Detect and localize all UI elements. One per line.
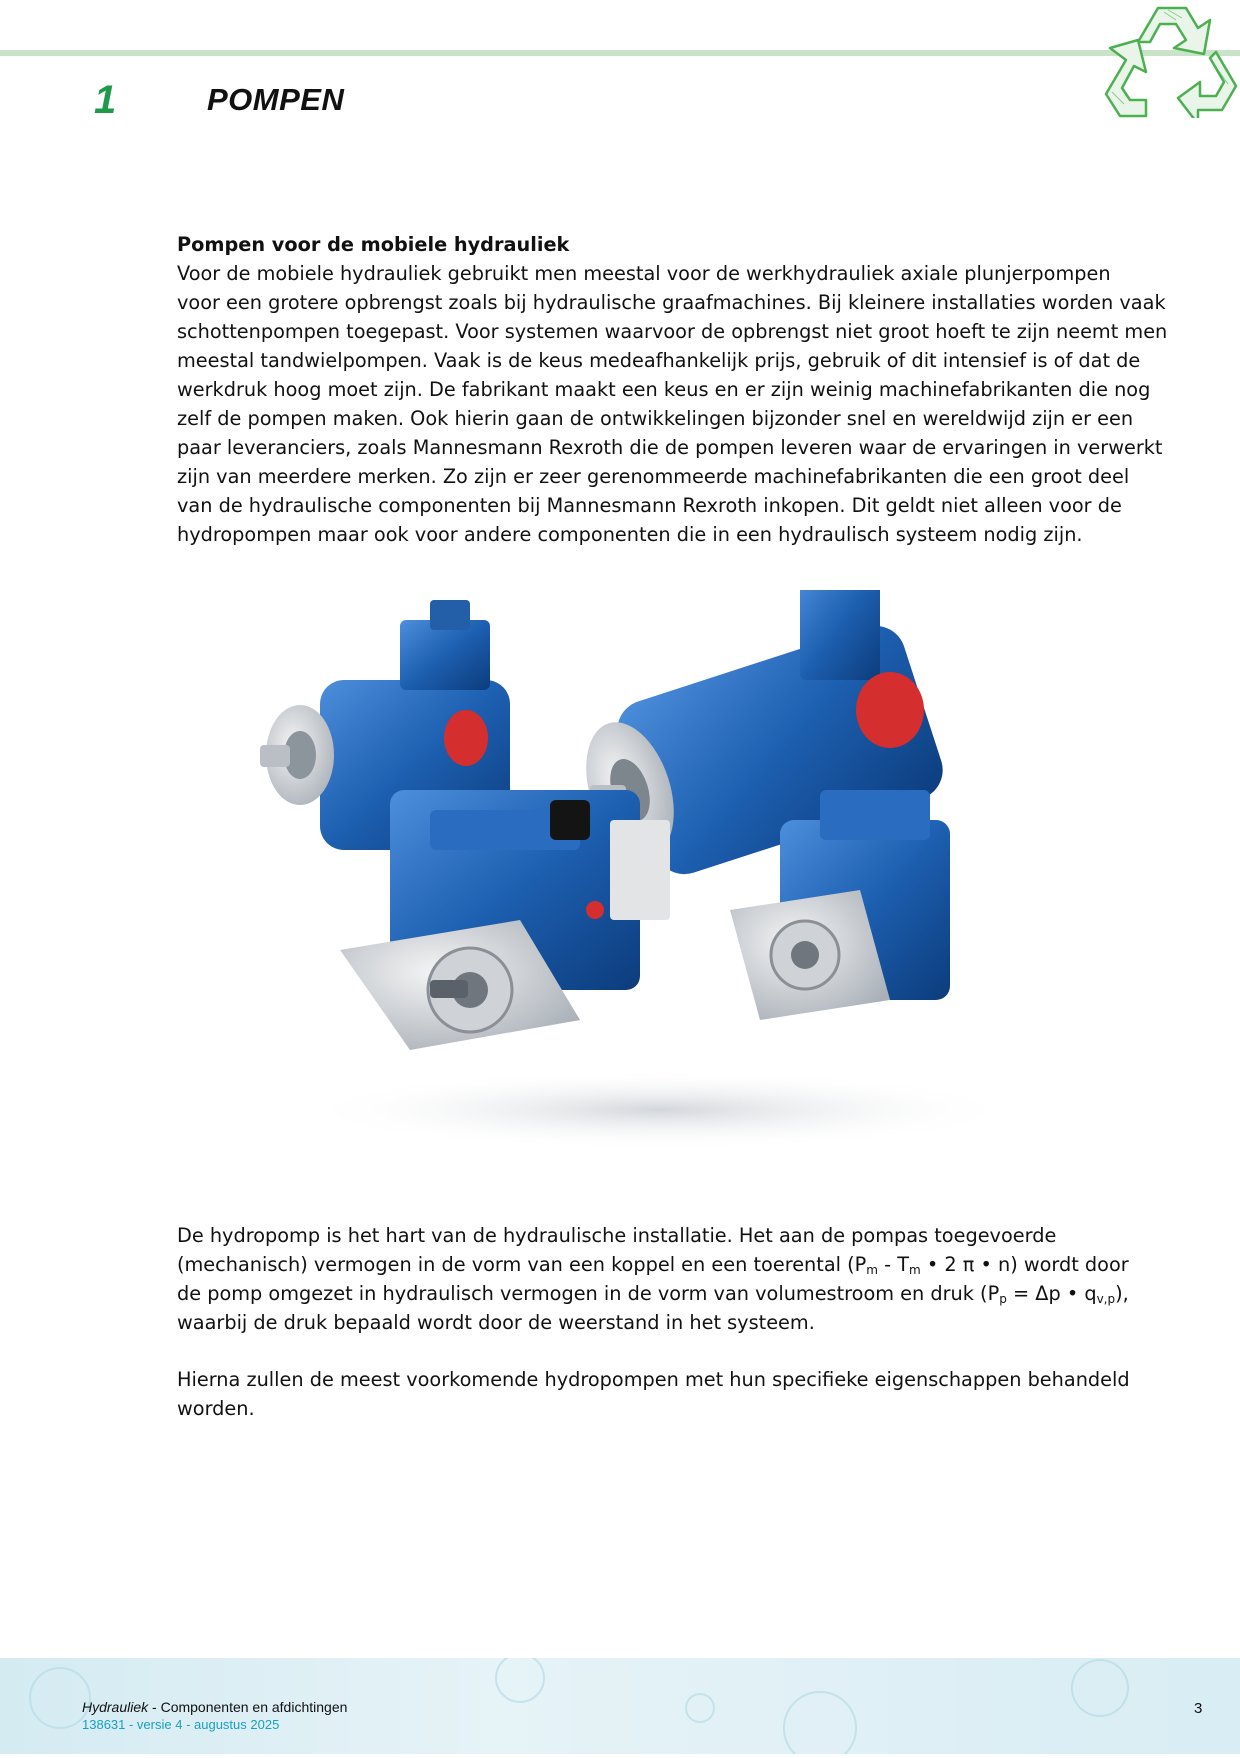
paragraph-line: Hierna zullen de meest voorkomende hydropompen met hun specifieke eigenschappen behandeld <box>177 1368 1130 1391</box>
footer-version: 138631 - versie 4 - augustus 2025 <box>82 1717 280 1732</box>
section-mobile-hydraulics <box>177 230 1187 549</box>
chapter-title: POMPEN <box>207 82 345 117</box>
paragraph-line: voor een grotere opbrengst zoals bij hydraulische graafmachines. Bij kleinere installaties worden vaak <box>177 291 1166 314</box>
section-outlook <box>177 1365 1187 1423</box>
paragraph-line: meestal tandwielpompen. Vaak is de keus medeafhankelijk prijs, gebruik of dit intensief is of dat de <box>177 349 1141 372</box>
page-number: 3 <box>1194 1700 1203 1717</box>
paragraph-line-formula-hydraulic: de pomp omgezet in hydraulisch vermogen in de vorm van volumestroom en druk ($P_p = \Delta p$ • $q_{v,p}$), <box>177 1282 1129 1306</box>
paragraph-line: De hydropomp is het hart van de hydraulische installatie. Het aan de pompas toegevoerde <box>177 1224 1057 1247</box>
footer-title: Hydrauliek - Componenten en afdichtingen <box>82 1699 348 1715</box>
paragraph-line: worden. <box>177 1397 255 1420</box>
paragraph-line: van de hydraulische componenten bij Mannesmann Rexroth inkopen. Dit geldt niet alleen voor de <box>177 494 1122 517</box>
paragraph-line: paar leveranciers, zoals Mannesmann Rexroth die de pompen leveren waar de ervaringen in verwerkt <box>177 436 1163 459</box>
paragraph-line: schottenpompen toegepast. Voor systemen waarvoor de opbrengst niet groot hoeft te zijn neemt men <box>177 320 1168 343</box>
paragraph-line: waarbij de druk bepaald wordt door de weerstand in het systeem. <box>177 1311 815 1334</box>
header-rule <box>0 50 1240 56</box>
section-hydropump-intro <box>177 1221 1187 1337</box>
recycle-icon <box>1098 0 1240 118</box>
paragraph-line-formula-mechanical: (mechanisch) vermogen in de vorm van een koppel en een toerental ($P_m - T_m$ • 2 π • n) wordt door <box>177 1253 1129 1277</box>
paragraph-line: zijn van meerdere merken. Zo zijn er zeer gerenommeerde machinefabrikanten die een groot deel <box>177 465 1130 488</box>
hydraulic-pumps-photo <box>260 590 1060 1170</box>
paragraph-line: zelf de pompen maken. Ook hierin gaan de ontwikkelingen bijzonder snel en wereldwijd zijn er een <box>177 407 1134 430</box>
chapter-number: 1 <box>94 78 117 122</box>
section-heading: Pompen voor de mobiele hydrauliek <box>177 233 570 256</box>
paragraph-line: Voor de mobiele hydrauliek gebruikt men meestal voor de werkhydrauliek axiale plunjerpompen <box>177 262 1111 285</box>
paragraph-line: hydropompen maar ook voor andere componenten die in een hydraulisch systeem nodig zijn. <box>177 523 1083 546</box>
paragraph-line: werkdruk hoog moet zijn. De fabrikant maakt een keus en er zijn weinig machinefabrikanten die nog <box>177 378 1151 401</box>
